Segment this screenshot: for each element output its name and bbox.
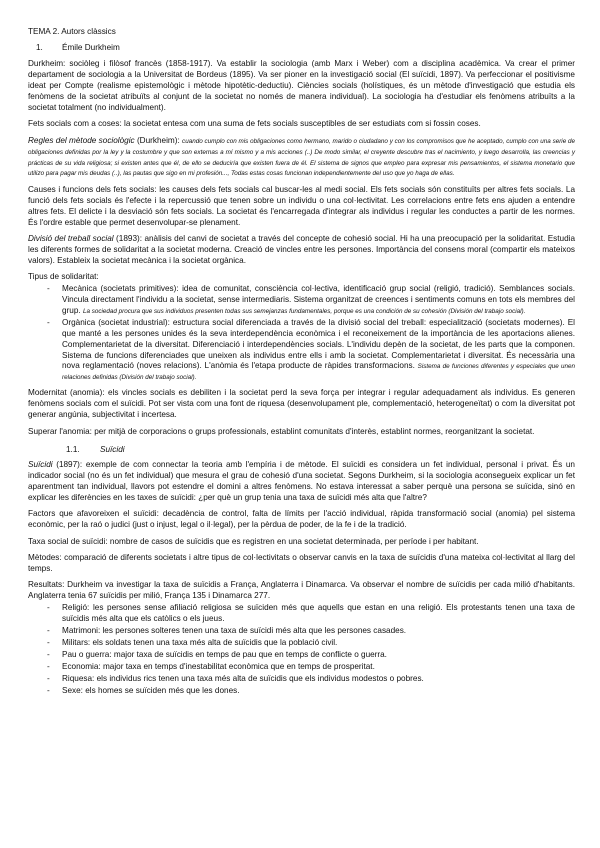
subsection-number: 1.1. [66, 445, 80, 455]
resultats-paragraph: Resultats: Durkheim va investigar la taxa de suïcidis a França, Anglaterra i Dinamarca. Va observar el nombre de suïcidis per cada milió d'habitants. Anglaterra tenia 67 suïcidis per milió, França 135 i Dinamarca 277. [28, 580, 575, 601]
tipus-heading: Tipus de solidaritat: [28, 272, 99, 282]
list-item: - Religió: les persones sense afiliació religiosa se suïciden més que aquells que estan en una religió. Els protestants tenen una taxa de suïcidis més alta que els catòlics o els jueus. [28, 603, 575, 625]
fets-socials-paragraph: Fets socials com a coses: la societat entesa com una suma de fets socials susceptibles de ser estudiats com si fossin coses. [28, 119, 481, 129]
divisio-paragraph [28, 234, 575, 267]
resultats-list [28, 603, 575, 696]
document-title: TEMA 2. Autors clàssics [28, 27, 116, 36]
list-item: - Economia: major taxa en temps d'inestabilitat econòmica que en temps de prosperitat. [28, 662, 575, 673]
superar-paragraph: Superar l'anomia: per mitjà de corporacions o grups professionals, establint comunitats d'interès, establint normes, reorganitzant la societat. [28, 426, 535, 436]
section-title: Émile Durkheim [62, 43, 120, 53]
organica-quote: Sistema de funciones diferentes y especiales que unen relaciones definidas (División del trabajo social). [62, 363, 575, 382]
list-item-mecanica [28, 284, 575, 317]
document-page [28, 27, 575, 702]
section-number: 1. [36, 43, 43, 53]
suicidi-intro-rest: (1897): exemple de com connectar la teoria amb l'empíria i de mètode. El suïcidi es considera un fet individual, personal i privat. És un indicador social (no és un fet individual) que mesura el grau de cohesió d'una societat. Segons Durkheim, si la sociologia aconsegueix explicar un fet aparentment tan individual, llavors pot estendre el domini a altres fenòmens. No estava interessat a saber perquè una persona se suïcida, sinó en explicar les diferències en les taxes de suïcidi: ¿per què un grup tenia una taxa de suïcidi més alta que l'altre? [28, 460, 575, 503]
regles-quote: cuando cumplo con mis obligaciones como hermano, marido o ciudadano y con los compromisos que he aceptado, cumplo con una serie de obligaciones definidas por la ley y la costumbre y que son externas a mí mismo y a mis acciones (..) De modo similar, el creyente descubre tras el nacimiento, y luego desarrolla, las creencias y prácticas de su vida religiosa; si existen antes que él, de ello se deduciría que existen fuera de él. El sistema de signos que empleo para expresar mis pensamientos, el sistema monetario que utilizo para pagar mis deudas (..), las pautas que sigo en mi profesión..., Todas estas cosas funcionan independientemente del uso que yo haga de ellas. [28, 137, 576, 178]
mecanica-text: Mecànica (societats primitives): idea de comunitat, consciència col·lectiva, identificació grup social (religió, tradició). Semblances socials. Vincula directament l'individu a la societat, sense intermediaris. Sistema organitzat de creences i sentiments comuns en tots els membres del grup. [62, 284, 575, 315]
suicidi-label: Suïcidi [28, 460, 53, 470]
regles-rest: (Durkheim): [134, 135, 183, 145]
mecanica-quote: La sociedad procura que sus individuos presenten todas sus semejanzas fundamentales, porque es una condición de su cohesión (División del trabajo social). [82, 307, 526, 315]
divisio-label: Divisió del treball social [28, 234, 114, 243]
modernitat-paragraph: Modernitat (anomia): els vincles socials es debiliten i la societat perd la seva força per integrar i regular adequadament als individus. Es generen fenòmens socials com el suïcidi. Pot ser vista com una font de riquesa (desenvolupament ple, complementació, heterogeneïtat) o com la diversitat pot generar angúnia, subjectivitat i incertesa. [28, 388, 575, 420]
suicidi-intro-paragraph [28, 460, 575, 504]
subsection-heading [66, 445, 575, 456]
intro-paragraph: Durkheim: sociòleg i filòsof francès (1858-1917). Va establir la sociologia (amb Marx i Weber) com a disciplina acadèmica. Va crear el primer departament de sociologia a la Universitat de Bordeus (1895). Va ser pioner en la investigació social (El suïcidi, 1897). Va perfeccionar el positivisme ideat per Compte (realisme epistemològic i mètode hipotètic-deductiu). Ciències socials (holístiques, és un mètode d'investigació que estudia els fenòmens de la societat atribuïts al conjunt de la societat no només de manera individual). La sociologia ha d'estudiar els fenòmens atribuïts a la societat totalment (no individualment). [28, 59, 575, 112]
list-item-organica [28, 318, 575, 383]
list-item: - Militars: els soldats tenen una taxa més alta de suïcidis que la població civil. [28, 638, 575, 649]
metodes-paragraph: Mètodes: comparació de diferents societats i altre tipus de col·lectivitats o observar canvis en la taxa de suïcidis d'una mateixa col·lectivitat al llarg del temps. [28, 553, 575, 574]
solidaritat-list [28, 284, 575, 383]
list-item: - Pau o guerra: major taxa de suïcidis en temps de pau que en temps de conflicte o guerra. [28, 650, 575, 661]
causes-paragraph: Causes i funcions dels fets socials: les causes dels fets socials cal buscar-les al medi social. Els fets socials són constituïts per altres fets socials. La funció dels fets socials és l'efecte i la repercussió que tenen sobre un individu o una col·lectivitat. Les correlacions entre fets ens ajuden a entendre altres fets. El delicte i la desviació són fets socials. La societat és l'encarregada d'integrar als individus i regular les conductes a partir de les normes. És l'ordre estable que permet desenvolupar-se plenament. [28, 184, 575, 227]
regles-paragraph [28, 136, 575, 180]
regles-label: Regles del mètode sociològic [28, 135, 135, 145]
factors-paragraph: Factors que afavoreixen el suïcidi: decadència de control, falta de límits per l'acció individual, ràpida transformació social (anomia) pel sistema econòmic, per la raó o judici (just o injust, legal o il·legal), per la pèrdua de poder, de la fe i de la tradició. [28, 509, 575, 530]
taxa-paragraph: Taxa social de suïcidi: nombre de casos de suïcidis que es registren en una societat determinada, per període i per habitant. [28, 536, 479, 546]
organica-text: Orgànica (societat industrial): estructura social diferenciada a través de la divisió social del treball: especialització (societats modernes). El que manté a les persones unides és la seva interdependència econòmica i el reconeixement de la importància de les aportacions alienes. Complementarietat de la diversitat. Diferenciació i interdependències socials. L'individu depèn de la societat, de les parts que la componen. Sistema de funcions diferenciades que uneixen als individus entre ells i amb la societat. Complementarietat i diversitat. És necessària una nova reglamentació (noves relacions). L'anòmia és l'etapa producte de ràpides transformacions. [62, 317, 575, 371]
section-heading [36, 43, 575, 54]
list-item: - Riquesa: els individus rics tenen una taxa més alta de suïcidis que els individus modestos o pobres. [28, 674, 575, 685]
divisio-rest: (1893): anàlisis del canvi de societat a través del concepte de cohesió social. Hi ha una preocupació per la solidaritat. Estudia les diferents formes de solidaritat a la societat moderna. Creació de vincles entre les persones. Importància del consens moral (compartir els mateixos valors). Estableix la societat mecànica i la societat orgànica. [28, 234, 576, 265]
list-item: - Sexe: els homes se suïciden més que les dones. [28, 686, 575, 697]
subsection-title: Suïcidi [100, 445, 125, 455]
list-item: - Matrimoni: les persones solteres tenen una taxa de suïcidi més alta que les persones casades. [28, 626, 575, 637]
